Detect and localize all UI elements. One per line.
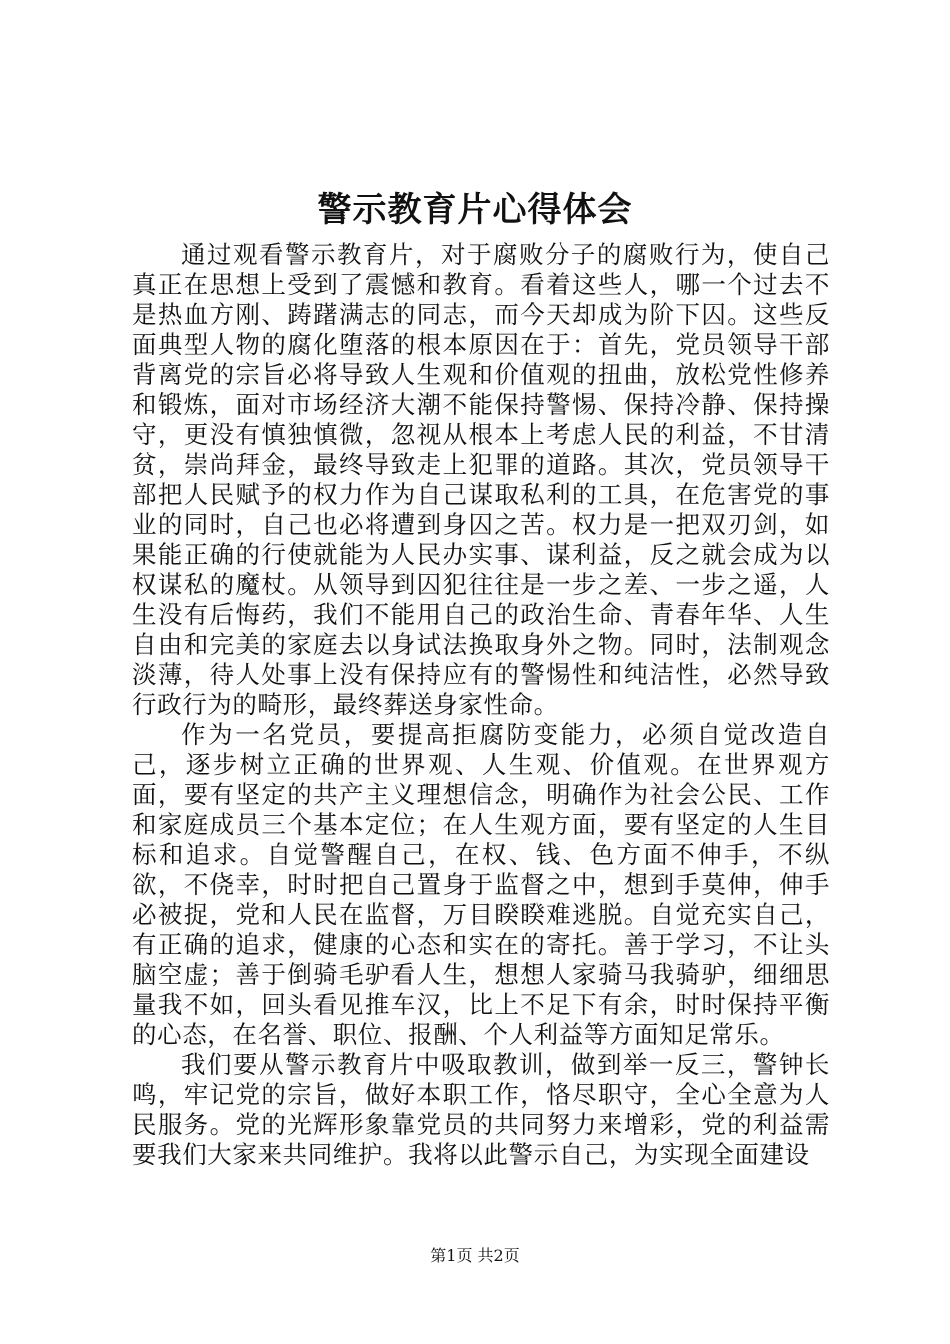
document-title: 警示教育片心得体会 bbox=[317, 190, 633, 230]
document-body bbox=[132, 240, 830, 1170]
page-number-footer: 第1页 共2页 bbox=[430, 1246, 520, 1265]
paragraph-3: 我们要从警示教育片中吸取教训，做到举一反三，警钟长鸣，牢记党的宗旨，做好本职工作，恪尽职守，全心全意为人民服务。党的光辉形象靠党员的共同努力来增彩，党的利益需要我们大家来共同维护。我将以此警示自己，为实现全面建设 bbox=[132, 1050, 830, 1169]
paragraph-2: 作为一名党员，要提高拒腐防变能力，必须自觉改造自己，逐步树立正确的世界观、人生观、价值观。在世界观方面，要有坚定的共产主义理想信念，明确作为社会公民、工作和家庭成员三个基本定位；在人生观方面，要有坚定的人生目标和追求。自觉警醒自己，在权、钱、色方面不伸手，不纵欲，不侥幸，时时把自己置身于监督之中，想到手莫伸，伸手必被捉，党和人民在监督，万目睽睽难逃脱。自觉充实自己，有正确的追求，健康的心态和实在的寄托。善于学习，不让头脑空虚；善于倒骑毛驴看人生，想想人家骑马我骑驴，细细思量我不如，回头看见推车汉，比上不足下有余，时时保持平衡的心态，在名誉、职位、报酬、个人利益等方面知足常乐。 bbox=[132, 720, 830, 1049]
paragraph-1: 通过观看警示教育片，对于腐败分子的腐败行为，使自己真正在思想上受到了震憾和教育。看着这些人，哪一个过去不是热血方刚、踌躇满志的同志，而今天却成为阶下囚。这些反面典型人物的腐化堕落的根本原因在于：首先，党员领导干部背离党的宗旨必将导致人生观和价值观的扭曲，放松党性修养和锻炼，面对市场经济大潮不能保持警惕、保持冷静、保持操守，更没有慎独慎微，忽视从根本上考虑人民的利益，不甘清贫，崇尚拜金，最终导致走上犯罪的道路。其次，党员领导干部把人民赋予的权力作为自己谋取私利的工具，在危害党的事业的同时，自己也必将遭到身囚之苦。权力是一把双刃剑，如果能正确的行使就能为人民办实事、谋利益，反之就会成为以权谋私的魔杖。从领导到囚犯往往是一步之差、一步之遥，人生没有后悔药，我们不能用自己的政治生命、青春年华、人生自由和完美的家庭去以身试法换取身外之物。同时，法制观念淡薄，待人处事上没有保持应有的警惕性和纯洁性，必然导致行政行为的畸形，最终葬送身家性命。 bbox=[132, 240, 830, 719]
